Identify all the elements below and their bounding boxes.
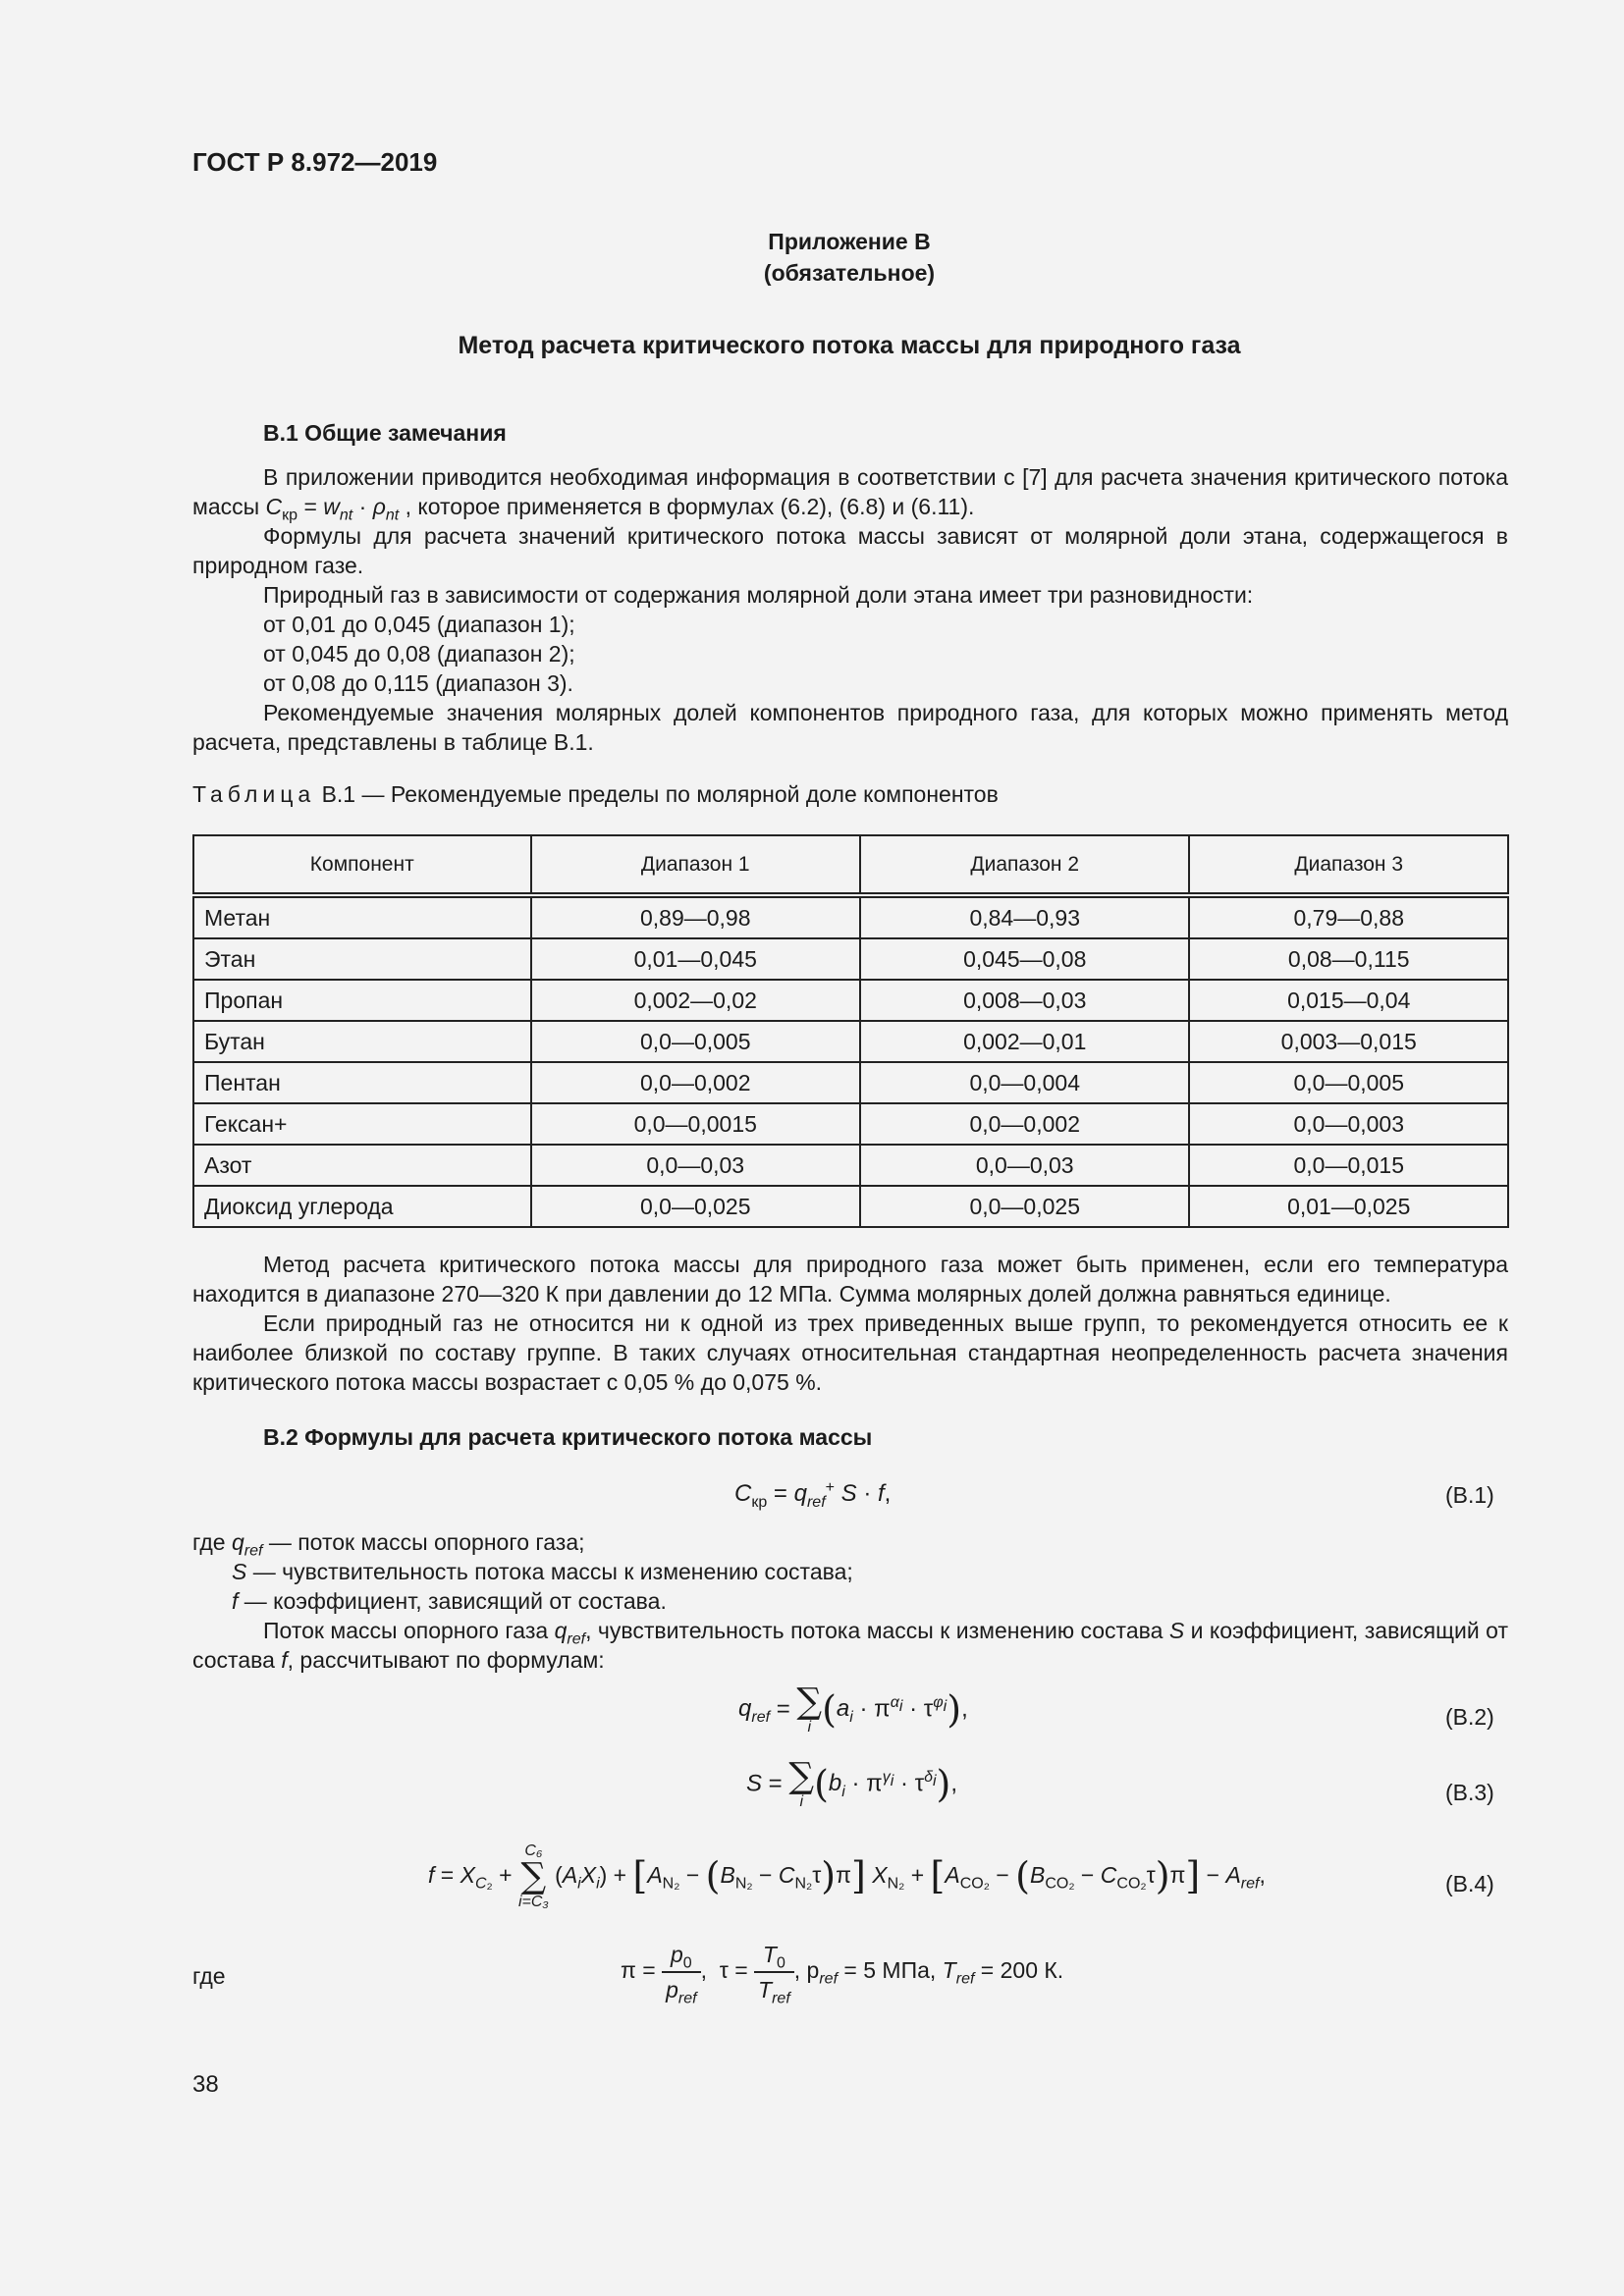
header-component: Компонент — [193, 835, 531, 895]
table-row — [193, 1062, 1508, 1103]
cell-value: 0,015—0,04 — [1189, 980, 1508, 1021]
cell-component: Диоксид углерода — [193, 1186, 531, 1227]
cell-value: 0,08—0,115 — [1189, 938, 1508, 980]
cell-value: 0,045—0,08 — [860, 938, 1189, 980]
paragraph-recommended: Рекомендуемые значения молярных долей компонентов природного газа, для которых можно применять метод расчета, представлены в таблице В.1. — [192, 700, 1508, 755]
definition-f: f — коэффициент, зависящий от состава. — [232, 1588, 667, 1614]
paragraph-varieties: Природный газ в зависимости от содержания молярной доли этана имеет три разновидности: — [263, 582, 1254, 608]
document-code: ГОСТ Р 8.972—2019 — [192, 147, 438, 177]
cell-value: 0,79—0,88 — [1189, 895, 1508, 938]
annex-title: Приложение В — [768, 229, 931, 254]
paragraph-uncertainty: Если природный газ не относится ни к одной из трех приведенных выше групп, то рекомендуется относить ее к наиболее близкой по составу группе. В таких случаях относительная стандартная неопределенность расчета значения критического потока массы возрастает с 0,05 % до 0,075 %. — [192, 1310, 1508, 1395]
cell-value: 0,0—0,004 — [860, 1062, 1189, 1103]
where-label-2: где — [192, 1963, 226, 1989]
cell-component: Этан — [193, 938, 531, 980]
cell-value: 0,0—0,003 — [1189, 1103, 1508, 1145]
table-row — [193, 1021, 1508, 1062]
cell-value: 0,0—0,025 — [860, 1186, 1189, 1227]
equation-number-b2: (В.2) — [1445, 1704, 1494, 1730]
cell-value: 0,0—0,03 — [531, 1145, 860, 1186]
cell-value: 0,008—0,03 — [860, 980, 1189, 1021]
header-range-1: Диапазон 1 — [531, 835, 860, 895]
definition-s: S — чувствительность потока массы к изменению состава; — [232, 1559, 853, 1584]
table-row — [193, 1103, 1508, 1145]
table-header-row — [193, 835, 1508, 895]
cell-value: 0,0—0,005 — [1189, 1062, 1508, 1103]
cell-value: 0,0—0,002 — [531, 1062, 860, 1103]
cell-value: 0,0—0,002 — [860, 1103, 1189, 1145]
section-heading-b1: В.1 Общие замечания — [263, 420, 507, 446]
formula-b1: $C_{кр} = q_{ref}^+$ S · f, — [734, 1479, 892, 1511]
formula-b3: S = ∑ i $(b_i \cdot \pi^{\gamma_i} \cdot \tau^{\delta_i})$, — [746, 1756, 958, 1810]
paragraph-formulas: Поток массы опорного газа $q_{ref}$, чувствительность потока массы к изменению состава S и коэффициент, зависящий от состава f, рассчитывают по формулам: — [192, 1618, 1508, 1673]
table-caption: Таблица В.1 — Рекомендуемые пределы по молярной доле компонентов — [192, 781, 999, 807]
cell-value: 0,0—0,015 — [1189, 1145, 1508, 1186]
range-1: от 0,01 до 0,045 (диапазон 1); — [263, 612, 575, 637]
cell-value: 0,89—0,98 — [531, 895, 860, 938]
component-table — [192, 834, 1509, 1228]
cell-value: 0,01—0,025 — [1189, 1186, 1508, 1227]
cell-value: 0,002—0,01 — [860, 1021, 1189, 1062]
table-row — [193, 1145, 1508, 1186]
cell-component: Бутан — [193, 1021, 531, 1062]
range-2: от 0,045 до 0,08 (диапазон 2); — [263, 641, 575, 667]
header-range-2: Диапазон 2 — [860, 835, 1189, 895]
cell-component: Пропан — [193, 980, 531, 1021]
table-row — [193, 980, 1508, 1021]
cell-component: Гексан+ — [193, 1103, 531, 1145]
section-heading-b2: В.2 Формулы для расчета критического потока массы — [263, 1424, 873, 1450]
equation-number-b1: (В.1) — [1445, 1482, 1494, 1508]
formula-b2: $q_{ref}$ = ∑ i $(a_i \cdot \pi^{\alpha_i} \cdot \tau^{\varphi_i})$, — [738, 1682, 968, 1735]
cell-value: 0,0—0,0015 — [531, 1103, 860, 1145]
annex-status: (обязательное) — [763, 260, 936, 286]
table-row — [193, 938, 1508, 980]
main-title: Метод расчета критического потока массы для природного газа — [458, 332, 1241, 359]
paragraph-ethane: Формулы для расчета значений критического потока массы зависят от молярной доли этана, содержащегося в природном газе. — [192, 523, 1508, 578]
formula-b4: $f = X_{C_2}$ + C₆ ∑ i=C₃ $(A_iX_i) + [A_{N_2} - (B_{N_2} - C_{N_2}\tau)\pi] X_{N_2} + [A_{CO_2} - (B_{CO_2} - C_{CO_2}\tau)\pi] - A_{ref}$, — [428, 1842, 1266, 1910]
cell-value: 0,003—0,015 — [1189, 1021, 1508, 1062]
annex-heading — [0, 226, 1624, 289]
page-number: 38 — [192, 2071, 219, 2098]
header-range-3: Диапазон 3 — [1189, 835, 1508, 895]
cell-value: 0,0—0,025 — [531, 1186, 860, 1227]
definition-q: где $q_{ref}$ — поток массы опорного газа; — [192, 1529, 585, 1560]
equation-number-b4: (В.4) — [1445, 1871, 1494, 1896]
formula-pi-tau: π = $\frac{p_0}{p_{ref}}$ , τ = $\frac{T_0}{T_{ref}}$ , $p_{ref} = 5$ МПа, $T_{ref} = 200$ К. — [621, 1938, 1063, 2006]
cell-value: 0,01—0,045 — [531, 938, 860, 980]
cell-component: Метан — [193, 895, 531, 938]
paragraph-intro: В приложении приводится необходимая информация в соответствии с [7] для расчета значения критического потока массы $C_{кр} = w_{nt} \cdot \rho_{nt}$ , которое применяется в формулах (6.2), (6.8) и (6.11). — [192, 464, 1508, 524]
cell-component: Пентан — [193, 1062, 531, 1103]
equation-number-b3: (В.3) — [1445, 1780, 1494, 1805]
paragraph-applicability: Метод расчета критического потока массы для природного газа может быть применен, если его температура находится в диапазоне 270—320 К при давлении до 12 МПа. Сумма молярных долей должна равняться единице. — [192, 1252, 1508, 1307]
table-row — [193, 895, 1508, 938]
cell-value: 0,0—0,005 — [531, 1021, 860, 1062]
table-row — [193, 1186, 1508, 1227]
range-3: от 0,08 до 0,115 (диапазон 3). — [263, 670, 573, 696]
cell-value: 0,84—0,93 — [860, 895, 1189, 938]
cell-component: Азот — [193, 1145, 531, 1186]
cell-value: 0,0—0,03 — [860, 1145, 1189, 1186]
cell-value: 0,002—0,02 — [531, 980, 860, 1021]
